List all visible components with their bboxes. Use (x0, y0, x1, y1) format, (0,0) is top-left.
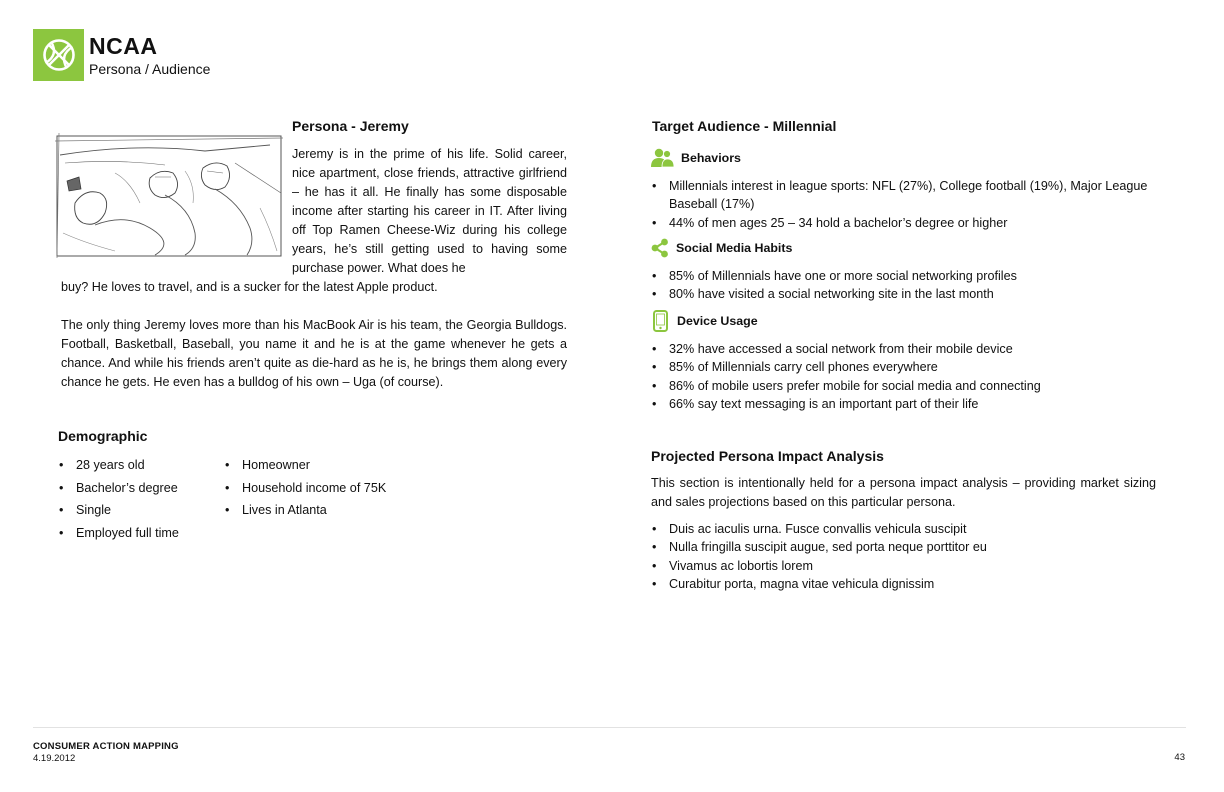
list-item: • Nulla fringilla suscipit augue, sed porta neque porttitor eu (652, 538, 1182, 556)
brand-title: NCAA (89, 33, 158, 59)
list-item: • Bachelor’s degree (59, 477, 229, 500)
social-list (652, 267, 1182, 304)
device-label: Device Usage (677, 314, 758, 328)
behaviors-list (652, 177, 1182, 232)
list-item: • 66% say text messaging is an important part of their life (652, 395, 1182, 413)
list-item: • Duis ac iaculis urna. Fusce convallis vehicula suscipit (652, 520, 1182, 538)
list-item: • 85% of Millennials carry cell phones everywhere (652, 358, 1182, 376)
list-item: • 86% of mobile users prefer mobile for social media and connecting (652, 377, 1182, 395)
mobile-icon (652, 310, 670, 332)
behaviors-heading (651, 148, 741, 168)
list-item: • 28 years old (59, 454, 229, 477)
demographic-list-2 (225, 454, 445, 522)
impact-description: This section is intentionally held for a persona impact analysis – providing market sizing and sales projections based on this particular persona. (651, 476, 1156, 509)
footer-divider (33, 727, 1186, 728)
share-icon (651, 238, 669, 258)
list-item: • Homeowner (225, 454, 445, 477)
persona-sketch-illustration (55, 133, 283, 258)
ncaa-logo (33, 29, 84, 81)
footer-date: 4.19.2012 (33, 753, 76, 764)
demographic-title: Demographic (58, 428, 148, 444)
device-list (652, 340, 1182, 413)
list-item: • Millennials interest in league sports: NFL (27%), College football (19%), Major League Baseball (17%) (652, 177, 1182, 214)
persona-title: Persona - Jeremy (292, 118, 409, 134)
social-label: Social Media Habits (676, 241, 793, 255)
list-item: • Single (59, 499, 229, 522)
page-number: 43 (1174, 752, 1185, 763)
device-heading (652, 310, 758, 332)
behaviors-label: Behaviors (681, 151, 741, 165)
list-item: • 80% have visited a social networking site in the last month (652, 285, 1182, 303)
users-icon (651, 148, 674, 168)
list-item: • Household income of 75K (225, 477, 445, 500)
list-item: • Curabitur porta, magna vitae vehicula dignissim (652, 575, 1182, 593)
page-subtitle: Persona / Audience (89, 61, 211, 77)
persona-paragraph-1-continued: buy? He loves to travel, and is a sucker for the latest Apple product. (61, 280, 438, 294)
persona-paragraph-2: The only thing Jeremy loves more than his MacBook Air is his team, the Georgia Bulldogs. Football, Basketball, Baseball, you name it and he is at the game whenever he gets a chance. And while his friends aren’t quite as die-hard as he is, he brings them along every chance he gets. He even has a bulldog of his own – Uga (of course). (61, 318, 567, 389)
list-item: • 44% of men ages 25 – 34 hold a bachelor’s degree or higher (652, 214, 1182, 232)
list-item: • 32% have accessed a social network from their mobile device (652, 340, 1182, 358)
social-heading (651, 238, 792, 258)
list-item: • Employed full time (59, 522, 229, 545)
footer-title: CONSUMER ACTION MAPPING (33, 741, 179, 752)
list-item: • Lives in Atlanta (225, 499, 445, 522)
basketball-icon (42, 38, 76, 72)
persona-paragraph-1: Jeremy is in the prime of his life. Solid career, nice apartment, close friends, attractive girlfriend – he has it all. He finally has some disposable income after starting his career in IT. After living off Top Ramen Cheese-Wiz during his college years, he’s still getting used to having some purchase power. What does he (292, 147, 567, 275)
impact-title: Projected Persona Impact Analysis (651, 448, 884, 464)
list-item: • Vivamus ac lobortis lorem (652, 557, 1182, 575)
list-item: • 85% of Millennials have one or more social networking profiles (652, 267, 1182, 285)
impact-list (652, 520, 1182, 593)
demographic-list-1 (59, 454, 229, 544)
target-title: Target Audience - Millennial (652, 118, 837, 134)
